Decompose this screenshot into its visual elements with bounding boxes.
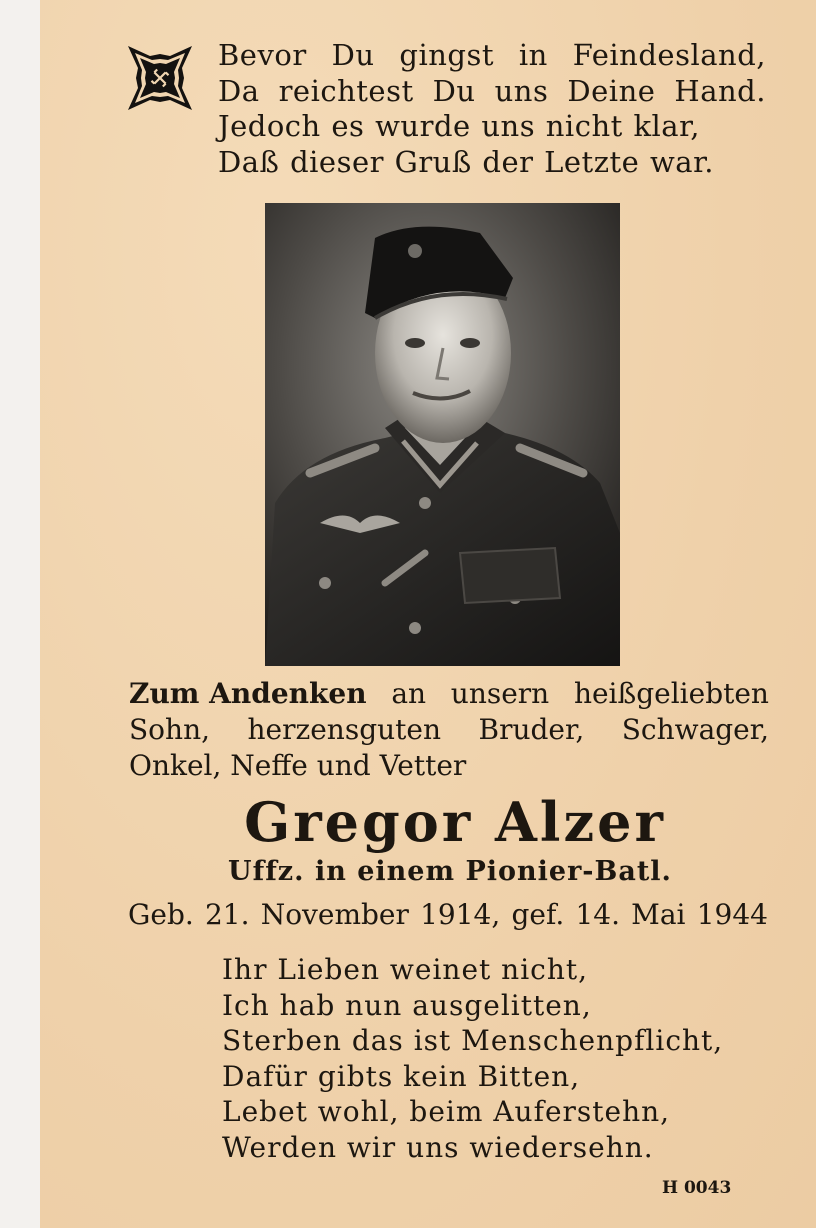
memorial-line-2: [129, 712, 769, 748]
scan-margin: [0, 0, 40, 1228]
word: gef.: [511, 898, 565, 931]
word: 1944: [696, 898, 768, 931]
portrait-photo: [265, 203, 620, 666]
word: Jedoch: [218, 109, 321, 143]
word: in: [518, 38, 548, 72]
iron-cross-icon: [124, 42, 196, 114]
deceased-name: Gregor Alzer: [244, 790, 666, 854]
word: dieser: [290, 144, 384, 179]
word: 21.: [204, 898, 250, 931]
word: Da: [218, 73, 260, 108]
word: Hand.: [674, 73, 766, 108]
life-dates: [128, 898, 768, 931]
word: Schwager,: [621, 713, 769, 746]
top-poem-line-4: [218, 145, 714, 181]
word: gingst: [399, 38, 494, 72]
word: Du: [331, 38, 375, 72]
word: herzensguten: [247, 713, 442, 746]
word: es: [331, 109, 365, 143]
word: Sohn,: [129, 713, 211, 746]
military-rank: Uffz. in einem Pionier-Batl.: [228, 856, 672, 887]
memorial-line-1: [129, 676, 769, 712]
word: Bruder,: [478, 713, 585, 746]
word: uns: [481, 109, 536, 143]
word: war.: [649, 144, 714, 179]
word: Feindesland,: [572, 38, 766, 72]
word: der: [482, 144, 534, 179]
word: Du: [432, 73, 476, 108]
relations: Onkel, Neffe und Vetter: [129, 749, 467, 782]
top-poem-line-3: [218, 109, 700, 145]
word: nicht: [545, 109, 623, 143]
word: Daß: [218, 144, 280, 179]
word: Gruß: [394, 144, 472, 179]
memorial-heading: Zum Andenken: [129, 677, 367, 710]
word: heißgeliebten: [573, 677, 769, 710]
bottom-poem: [222, 952, 742, 1165]
memorial-line-3: [129, 748, 769, 784]
memorial-card: [40, 0, 816, 1228]
word: 1914,: [420, 898, 501, 931]
word: an: [391, 677, 427, 710]
bottom-poem-line: Lebet wohl, beim Auferstehn,: [222, 1095, 671, 1128]
word: November: [260, 898, 409, 931]
top-poem: [218, 38, 766, 180]
bottom-poem-line: Ihr Lieben weinet nicht,: [222, 953, 589, 986]
bottom-poem-line: Ich hab nun ausgelitten,: [222, 988, 592, 1022]
word: 14.: [575, 898, 620, 931]
word: Geb.: [128, 898, 194, 931]
word: Deine: [567, 73, 656, 108]
word: uns: [494, 73, 549, 108]
word: klar,: [633, 109, 700, 143]
top-poem-line-1: [218, 38, 766, 74]
bottom-poem-line: Werden wir uns wiedersehn.: [222, 1130, 654, 1164]
word: reichtest: [278, 73, 414, 108]
soldier-portrait: [265, 203, 620, 666]
word: wurde: [375, 109, 471, 143]
memorial-text: [129, 676, 769, 784]
bottom-poem-line: Sterben das ist Menschenpflicht,: [222, 1024, 724, 1057]
word: Bevor: [218, 38, 307, 72]
word: Mai: [631, 898, 686, 931]
bottom-poem-line: Dafür gibts kein Bitten,: [222, 1059, 581, 1093]
word: Letzte: [544, 144, 640, 179]
top-poem-line-2: [218, 74, 766, 110]
print-code: H 0043: [662, 1178, 732, 1198]
word: unsern: [450, 677, 550, 710]
